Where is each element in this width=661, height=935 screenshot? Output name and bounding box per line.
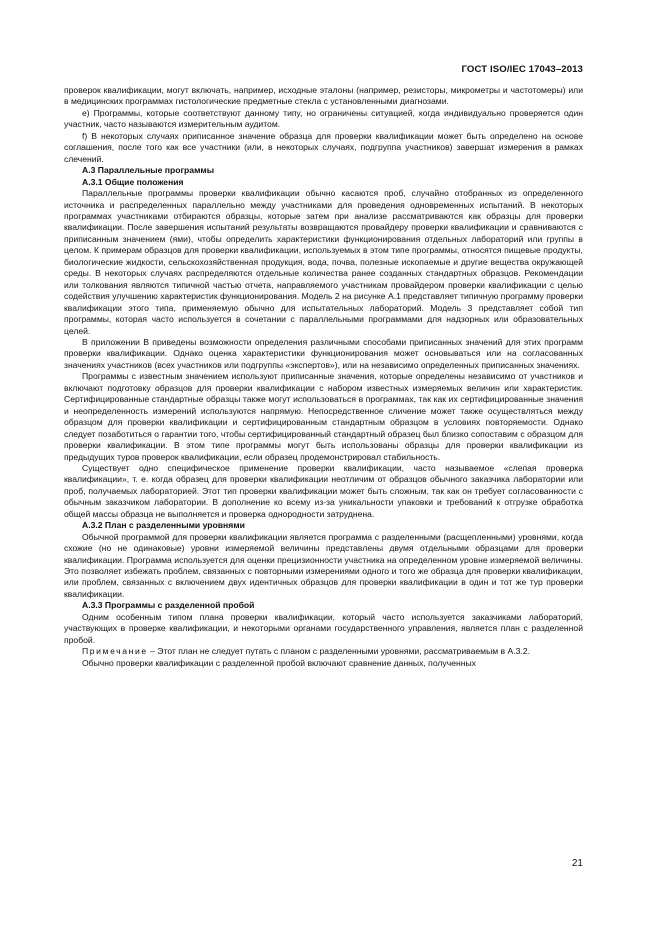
note-text: – Этот план не следует путать с планом с разделенными уровнями, рассматриваемым в А.3.2. (147, 646, 530, 657)
page-number: 21 (571, 858, 583, 869)
section-heading-a33: А.3.3 Программы с разделенной пробой (82, 600, 255, 611)
note (64, 646, 583, 657)
paragraph: Одним особенным типом плана проверки квалификации, который часто используется заказчиками лабораторий, участвующих в проверке квалификации, и некоторыми органами государственного управления, является план с разделенной пробой. (64, 611, 583, 645)
paragraph: Существует одно специфическое применение проверки квалификации, часто называемое «слепая проверка квалификации», т. е. когда образец для проверки квалификации неотличим от образцов обычного заказчика лаборатории или проб, получаемых лабораторией. Этот тип проверки квалификации может быть сложным, так как он требует согласованности с обычным заказчиком лаборатории. В дополнение ко всему из-за уникальности упаковки и требований к отгрузке обработка общей массы образца не выполняется и проверка однородности затруднена. (64, 462, 583, 519)
section-heading-a31: А.3.1 Общие положения (82, 176, 184, 187)
section-heading-a32: А.3.2 План с разделенными уровнями (82, 520, 245, 531)
note-label: Примечание (82, 646, 148, 657)
document-body (64, 85, 583, 669)
paragraph: Программы с известным значением используют приписанные значения, которые определены независимо от участников и включают подготовку образцов для проверки квалификации с набором известных измеряемых величин или характеристик. Сертифицированные стандартные образцы также могут использоваться в программах, так как их сертифицированные значения и неопределенность измерений используются напрямую. Непосредственное сличение может также осуществляться между образцом для проверки квалификации и сертифицированным стандартным образцом в условиях повторяемости. Однако следует позаботиться о гарантии того, чтобы сертифицированный стандартный образец был близко сопоставим с образцом для проверки квалификации. В этом типе программы могут быть использованы образцы для проверки квалификации из предыдущих туров проверок квалификации, если образец продемонстрировал стабильность. (64, 371, 583, 462)
paragraph: f) В некоторых случаях приписанное значение образца для проверки квалификации может быть определено на основе соглашения, после того как все участники (или, в некоторых случаях, подгруппа участников) завершат измерения в рамках слечений. (64, 130, 583, 164)
paragraph: е) Программы, которые соответствуют данному типу, но ограничены ситуацией, когда индивидуально проверяется один участник, часто называются измерительным аудитом. (64, 107, 583, 130)
document-header: ГОСТ ISO/IEC 17043–2013 (461, 64, 583, 75)
paragraph: Параллельные программы проверки квалификации обычно касаются проб, случайно отобранных из определенного источника и распределенных параллельно между участниками для проведения одновременных испытаний. В некоторых программах участниками отбираются образцы, которые затем при анализе рассматриваются как образцы для проверки квалификации. После завершения испытаний результаты возвращаются провайдеру проверки квалификации и сравниваются с приписанным значением (ями), чтобы определить характеристики функционирования отдельных лабораторий или группы в целом. К примерам образцов для проверки квалификации, используемых в этом типе программы, относятся пищевые продукты, биологические жидкости, сельскохозяйственная продукция, вода, почва, полезные ископаемые и другие вещества окружающей среды. В некоторых случаях распределяются отдельные количества ранее созданных стандартных образцов. Рекомендации или толкования являются типичной частью отчета, направляемого участникам провайдером проверки квалификации с целью содействия улучшению характеристик функционирования. Модель 2 на рисунке А.1 представляет типичную программу проверки квалификации этого типа, применяемую обычно для испытательных лабораторий. Модель 3 представляет собой тип программы, которая часто используется в сочетании с параллельными программами для надзорных или образовательных целей. (64, 188, 583, 336)
paragraph: проверок квалификации, могут включать, например, исходные эталоны (например, резисторы, микрометры и частотомеры) или в медицинских программах гистологические предметные стекла с установленными диагнозами. (64, 85, 583, 107)
paragraph: Обычно проверки квалификации с разделенной пробой включают сравнение данных, полученных (82, 657, 476, 668)
section-heading-a3: А.3 Параллельные программы (82, 165, 215, 176)
paragraph: В приложении В приведены возможности определения различными способами приписанных значений для этих программ проверки квалификации. Однако оценка характеристики функционирования может основываться или на согласованных значениях участников (всех участников или подгруппы «экспертов»), или на независимо определенных приписанных значениях. (64, 336, 583, 370)
paragraph: Обычной программой для проверки квалификации является программа с разделенными (расщепленными) уровнями, когда схожие (но не одинаковые) уровни измеряемой величины представлены двумя отдельными образцами для проверки квалификации. Программа используется для оценки прецизионности участника на определенном уровне измеряемой величины. Это позволяет избежать проблем, связанных с повторными измерениями одного и того же образца для проверки квалификации, или проблем, связанных с включением двух идентичных образцов для проверки квалификации в один и тот же тур проверки квалификации. (64, 531, 583, 599)
